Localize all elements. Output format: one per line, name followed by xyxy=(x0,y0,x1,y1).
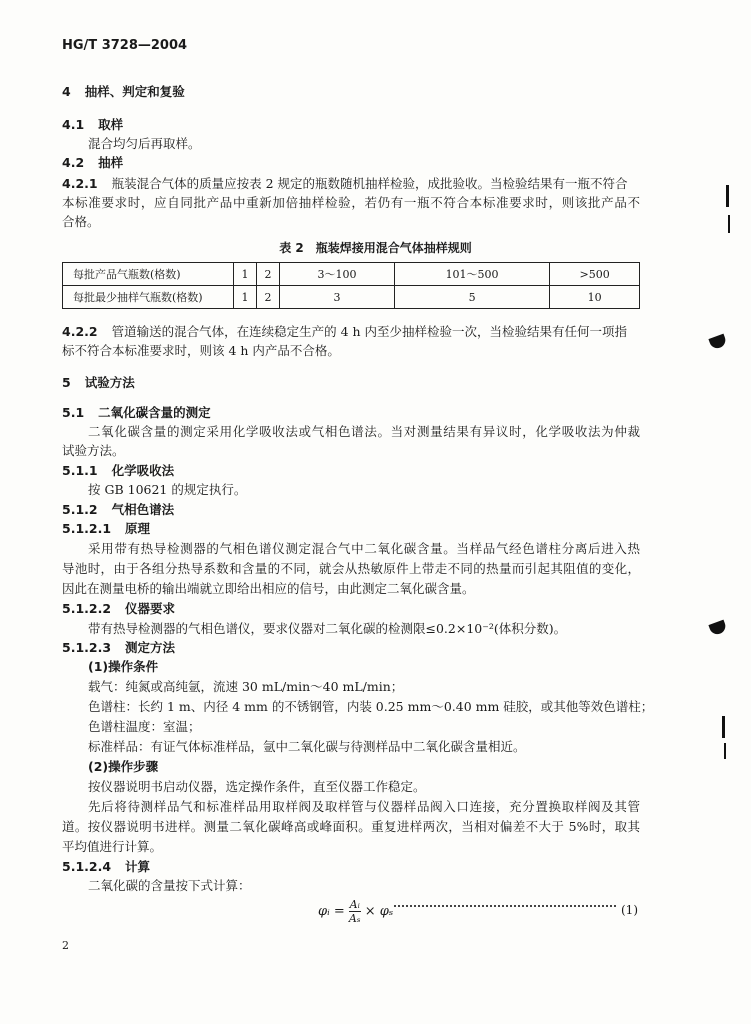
section-title: 仪器要求 xyxy=(125,601,176,616)
section-title: 气相色谱法 xyxy=(111,502,175,517)
table-cell: 3 xyxy=(279,286,394,309)
table-cell: 1 xyxy=(234,286,257,309)
section-number: 4.2 xyxy=(62,155,85,170)
subheading: (1)操作条件 xyxy=(88,659,159,674)
paragraph-line: 因此在测量电桥的输出端就立即给出相应的信号，由此测定二氧化碳含量。 xyxy=(62,581,475,596)
equation-number: (1) xyxy=(621,903,638,917)
table-cell: 10 xyxy=(550,286,640,309)
section-number: 5.1.2.2 xyxy=(62,601,112,616)
table-cell: 1 xyxy=(234,263,257,286)
paragraph-text: 瓶装混合气体的质量应按表 2 规定的瓶数随机抽样检验，成批验收。当检验结果有一瓶不符合 xyxy=(111,176,628,191)
section-5-heading xyxy=(62,375,135,391)
section-number: 4 xyxy=(62,84,71,99)
section-4-1-heading xyxy=(62,117,123,133)
section-title: 试验方法 xyxy=(84,375,135,390)
paragraph: 按 GB 10621 的规定执行。 xyxy=(88,482,247,497)
table-cell: >500 xyxy=(550,263,640,286)
fraction-denominator: Aₛ xyxy=(348,912,361,925)
table-cell: 2 xyxy=(256,263,279,286)
scan-mark xyxy=(726,185,729,207)
equation-rhs: × φₛ xyxy=(364,904,394,919)
table-row-header: 每批产品气瓶数(格数) xyxy=(63,263,234,286)
section-number: 5.1.2 xyxy=(62,502,98,517)
section-title: 原理 xyxy=(125,521,151,536)
section-5-1-2-4-heading xyxy=(62,859,150,875)
section-title: 抽样、判定和复验 xyxy=(84,84,185,99)
table-cell: 5 xyxy=(394,286,549,309)
section-number: 5.1.1 xyxy=(62,463,98,478)
section-number: 5.1.2.4 xyxy=(62,859,112,874)
paragraph-line: 色谱柱温度：室温； xyxy=(88,719,201,734)
scan-mark xyxy=(728,215,730,233)
table-cell: 2 xyxy=(256,286,279,309)
section-title: 测定方法 xyxy=(125,640,176,655)
paragraph: 带有热导检测器的气相色谱仪，要求仪器对二氧化碳的检测限≤0.2×10⁻²(体积分数)。 xyxy=(88,621,567,636)
section-number: 5.1.2.1 xyxy=(62,521,112,536)
standard-id: HG/T 3728—2004 xyxy=(62,38,188,53)
paragraph-line: 标不符合本标准要求时，则该 4 h 内产品不合格。 xyxy=(62,343,340,358)
scan-mark xyxy=(722,716,725,738)
binding-hole-mark xyxy=(708,334,727,351)
equation-lhs: φᵢ = xyxy=(318,904,345,919)
section-5-1-1-heading xyxy=(62,463,174,479)
paragraph-text: 管道输送的混合气体，在连续稳定生产的 4 h 内至少抽样检验一次，当检验结果有任何一项指 xyxy=(111,324,628,339)
paragraph-line: 载气：纯氮或高纯氩，流速 30 mL/min～40 mL/min； xyxy=(88,679,404,694)
table-row xyxy=(63,263,640,286)
paragraph-line: 平均值进行计算。 xyxy=(62,839,163,854)
paragraph-line: 导池时，由于各组分热导系数和含量的不同，就会从热敏原件上带走不同的热量而引起其阻值的变化， xyxy=(62,561,640,576)
paragraph-line: 标准样品：有证气体标准样品，氩中二氧化碳与待测样品中二氧化碳含量相近。 xyxy=(88,739,526,754)
equation xyxy=(318,898,393,925)
section-number: 5 xyxy=(62,375,71,390)
section-4-heading xyxy=(62,84,185,100)
section-title: 计算 xyxy=(125,859,151,874)
paragraph-line xyxy=(62,176,640,192)
paragraph-line: 采用带有热导检测器的气相色谱仪测定混合气中二氧化碳含量。当样品气经色谱柱分离后进入热 xyxy=(88,541,640,556)
table-cell: 101～500 xyxy=(394,263,549,286)
paragraph: 二氧化碳的含量按下式计算： xyxy=(88,878,251,893)
section-5-1-2-2-heading xyxy=(62,601,175,617)
paragraph-line: 先后将待测样品气和标准样品用取样阀及取样管与仪器样品阀入口连接，充分置换取样阀及其管 xyxy=(88,799,640,814)
section-title: 化学吸收法 xyxy=(111,463,175,478)
paragraph-line: 本标准要求时，应自同批产品中重新加倍抽样检验，若仍有一瓶不符合本标准要求时，则该批产品不 xyxy=(62,195,640,210)
page-number: 2 xyxy=(62,939,69,952)
paragraph-line: 按仪器说明书启动仪器，选定操作条件，直至仪器工作稳定。 xyxy=(88,779,426,794)
table-caption: 表 2 瓶装焊接用混合气体抽样规则 xyxy=(279,241,472,255)
paragraph-line: 二氧化碳含量的测定采用化学吸收法或气相色谱法。当对测量结果有异议时，化学吸收法为仲裁 xyxy=(88,424,640,439)
equation-fraction xyxy=(349,898,361,925)
section-number: 5.1 xyxy=(62,405,85,420)
fraction-numerator: Aᵢ xyxy=(349,898,360,911)
section-5-1-heading xyxy=(62,405,211,421)
paragraph-line xyxy=(62,324,640,340)
section-number: 5.1.2.3 xyxy=(62,640,112,655)
paragraph-line: 试验方法。 xyxy=(62,443,125,458)
section-4-2-heading xyxy=(62,155,123,171)
section-5-1-2-heading xyxy=(62,502,174,518)
paragraph-line: 色谱柱：长约 1 m、内径 4 mm 的不锈钢管，内装 0.25 mm～0.40 mm 硅胶，或其他等效色谱柱； xyxy=(88,699,654,714)
table-row xyxy=(63,286,640,309)
section-title: 抽样 xyxy=(98,155,124,170)
paragraph: 混合均匀后再取样。 xyxy=(88,136,201,151)
binding-hole-mark xyxy=(708,620,727,637)
sampling-rules-table xyxy=(62,262,640,309)
paragraph-line: 道。按仪器说明书进样。测量二氧化碳峰高或峰面积。重复进样两次，当相对偏差不大于 5%时，取其 xyxy=(62,819,640,834)
subheading: (2)操作步骤 xyxy=(88,759,159,774)
section-title: 取样 xyxy=(98,117,124,132)
paragraph-line: 合格。 xyxy=(62,214,100,229)
dot-leader xyxy=(394,904,616,907)
section-5-1-2-3-heading xyxy=(62,640,175,656)
table-cell: 3～100 xyxy=(279,263,394,286)
table-row-header: 每批最少抽样气瓶数(格数) xyxy=(63,286,234,309)
section-5-1-2-1-heading xyxy=(62,521,150,537)
section-number: 4.1 xyxy=(62,117,85,132)
section-number: 4.2.2 xyxy=(62,324,98,339)
section-number: 4.2.1 xyxy=(62,176,98,191)
section-title: 二氧化碳含量的测定 xyxy=(98,405,211,420)
scan-mark xyxy=(724,743,726,759)
